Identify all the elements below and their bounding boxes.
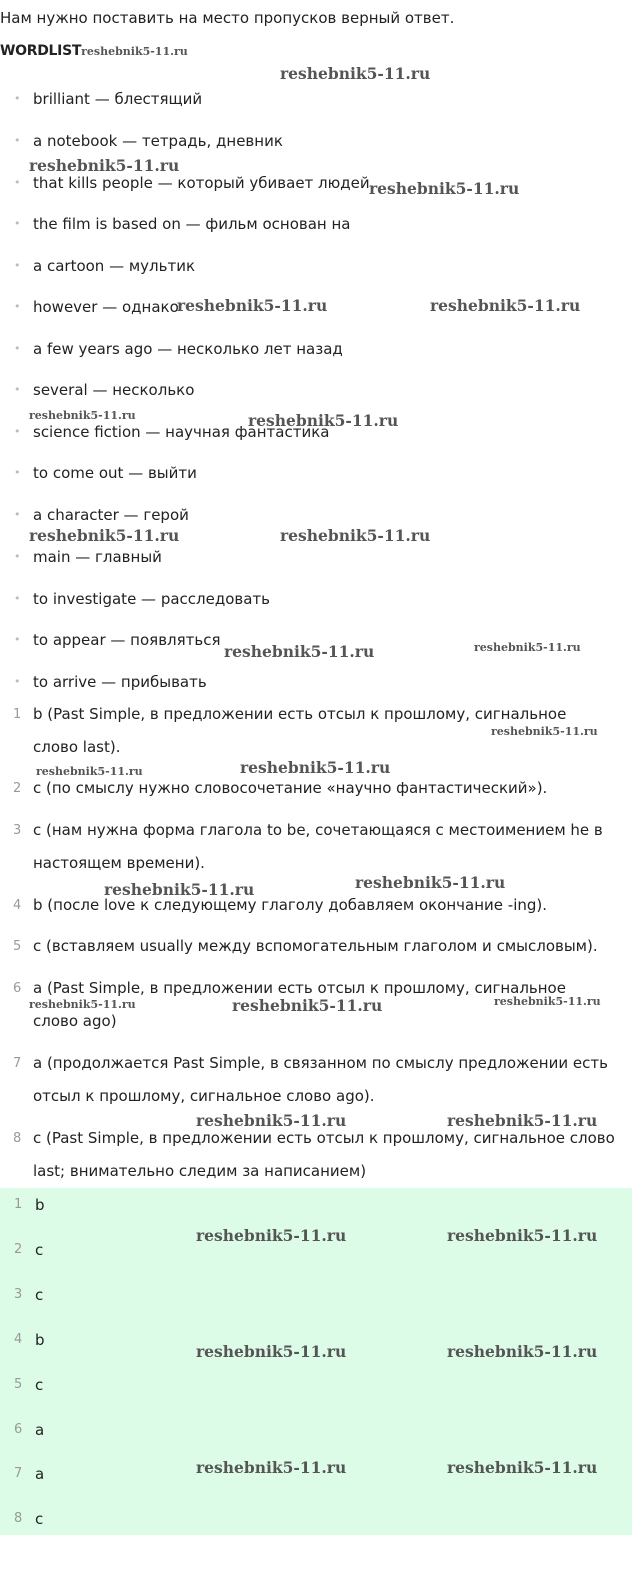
watermark: reshebnik5-11.ru	[280, 64, 431, 83]
watermark: reshebnik5-11.ru	[447, 1226, 598, 1245]
short-answer-row: 2 c	[14, 1241, 44, 1259]
watermark: reshebnik5-11.ru	[474, 641, 581, 654]
bullet-icon: •	[14, 550, 21, 563]
bullet-icon: •	[14, 592, 21, 605]
answer-item: 7 a (продолжается Past Simple, в связанном по смыслу предложении есть отсыл к прошлому, сигнальное слово ago).	[13, 1054, 608, 1105]
watermark: reshebnik5-11.ru	[430, 296, 581, 315]
wordlist-item: • to arrive — прибывать	[14, 673, 207, 691]
watermark: reshebnik5-11.ru	[224, 642, 375, 661]
answer-item: 5 c (вставляем usually между вспомогательным глаголом и смысловым).	[13, 937, 598, 955]
answer-item: 4 b (после love к следующему глаголу добавляем окончание -ing).	[13, 896, 548, 914]
watermark: reshebnik5-11.ru	[177, 296, 328, 315]
wordlist-item: • a cartoon — мультик	[14, 257, 196, 275]
watermark: reshebnik5-11.ru	[248, 411, 399, 430]
wordlist-item: • however — однако	[14, 298, 179, 316]
bullet-icon: •	[14, 675, 21, 688]
bullet-icon: •	[14, 383, 21, 396]
bullet-icon: •	[14, 217, 21, 230]
watermark: reshebnik5-11.ru	[491, 725, 598, 738]
watermark: reshebnik5-11.ru	[447, 1342, 598, 1361]
watermark: reshebnik5-11.ru	[81, 45, 188, 58]
short-answer-row: 3 c	[14, 1286, 44, 1304]
bullet-icon: •	[14, 425, 21, 438]
watermark: reshebnik5-11.ru	[196, 1458, 347, 1477]
wordlist-item: • brilliant — блестящий	[14, 90, 203, 108]
watermark: reshebnik5-11.ru	[196, 1342, 347, 1361]
watermark: reshebnik5-11.ru	[494, 995, 601, 1008]
watermark: reshebnik5-11.ru	[280, 526, 431, 545]
watermark: reshebnik5-11.ru	[196, 1111, 347, 1130]
wordlist-item: • main — главный	[14, 548, 162, 566]
wordlist-item: • a few years ago — несколько лет назад	[14, 340, 343, 358]
bullet-icon: •	[14, 176, 21, 189]
bullet-icon: •	[14, 508, 21, 521]
answer-item: 3 c (нам нужна форма глагола to be, сочетающаяся с местоимением he в настоящем времени).	[13, 821, 603, 872]
wordlist-item: • to investigate — расследовать	[14, 590, 271, 608]
watermark: reshebnik5-11.ru	[369, 179, 520, 198]
short-answer-row: 7 a	[14, 1465, 45, 1483]
wordlist-item: • science fiction — научная фантастика	[14, 423, 330, 441]
watermark: reshebnik5-11.ru	[29, 526, 180, 545]
answer-item: 8 c (Past Simple, в предложении есть отсыл к прошлому, сигнальное слово last; внимательно следим за написанием)	[13, 1129, 615, 1180]
watermark: reshebnik5-11.ru	[29, 156, 180, 175]
bullet-icon: •	[14, 259, 21, 272]
watermark: reshebnik5-11.ru	[29, 998, 136, 1011]
answer-item: 6 a (Past Simple, в предложении есть отсыл к прошлому, сигнальное слово ago)	[13, 979, 566, 1030]
wordlist-item: • that kills people — который убивает людей	[14, 174, 370, 192]
answer-item: 1 b (Past Simple, в предложении есть отсыл к прошлому, сигнальное слово last).	[13, 705, 567, 756]
wordlist-title: WORDLIST	[0, 43, 82, 59]
watermark: reshebnik5-11.ru	[232, 996, 383, 1015]
wordlist-item: • to come out — выйти	[14, 464, 197, 482]
bullet-icon: •	[14, 342, 21, 355]
wordlist-item: • a character — герой	[14, 506, 189, 524]
watermark: reshebnik5-11.ru	[196, 1226, 347, 1245]
wordlist-item: • several — несколько	[14, 381, 195, 399]
watermark: reshebnik5-11.ru	[104, 880, 255, 899]
wordlist-item: • the film is based on — фильм основан на	[14, 215, 351, 233]
watermark: reshebnik5-11.ru	[240, 758, 391, 777]
intro-text: Нам нужно поставить на место пропусков верный ответ.	[0, 9, 455, 27]
short-answer-row: 4 b	[14, 1331, 45, 1349]
short-answer-row: 6 a	[14, 1421, 45, 1439]
watermark: reshebnik5-11.ru	[447, 1458, 598, 1477]
watermark: reshebnik5-11.ru	[355, 873, 506, 892]
answer-item: 2 c (по смыслу нужно словосочетание «научно фантастический»).	[13, 779, 548, 797]
bullet-icon: •	[14, 633, 21, 646]
short-answer-row: 8 c	[14, 1510, 44, 1528]
wordlist-item: • to appear — появляться	[14, 631, 221, 649]
bullet-icon: •	[14, 300, 21, 313]
wordlist-heading	[0, 43, 188, 59]
watermark: reshebnik5-11.ru	[29, 409, 136, 422]
bullet-icon: •	[14, 92, 21, 105]
short-answer-row: 1 b	[14, 1196, 45, 1214]
watermark: reshebnik5-11.ru	[36, 765, 143, 778]
short-answer-row: 5 c	[14, 1376, 44, 1394]
bullet-icon: •	[14, 134, 21, 147]
bullet-icon: •	[14, 466, 21, 479]
wordlist-item: • a notebook — тетрадь, дневник	[14, 132, 283, 150]
watermark: reshebnik5-11.ru	[447, 1111, 598, 1130]
